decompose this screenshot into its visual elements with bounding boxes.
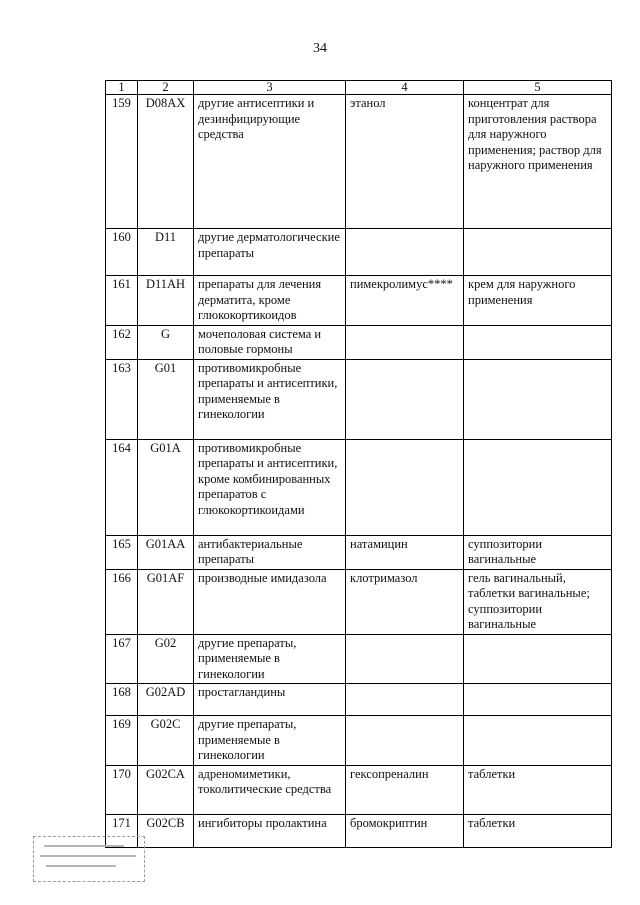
anatomic-group: другие препараты, применяемые в гинекологии [194, 716, 346, 766]
atc-code: D08AX [138, 95, 194, 229]
anatomic-group: ингибиторы пролактина [194, 814, 346, 847]
row-number: 168 [106, 684, 138, 716]
drug-name [346, 359, 464, 439]
column-header-2: 2 [138, 81, 194, 95]
atc-code: G01 [138, 359, 194, 439]
drug-name [346, 229, 464, 276]
row-number: 167 [106, 634, 138, 684]
dosage-form: крем для наружного применения [464, 276, 612, 326]
atc-code: D11 [138, 229, 194, 276]
table-row [106, 535, 612, 569]
anatomic-group: другие дерматологические препараты [194, 229, 346, 276]
dosage-form [464, 325, 612, 359]
table-row [106, 439, 612, 535]
table-row [106, 814, 612, 847]
row-number: 159 [106, 95, 138, 229]
row-number: 163 [106, 359, 138, 439]
atc-code: G02CA [138, 765, 194, 814]
table-header-row [106, 81, 612, 95]
table-row [106, 359, 612, 439]
dosage-form [464, 634, 612, 684]
dosage-form: таблетки [464, 814, 612, 847]
column-header-5: 5 [464, 81, 612, 95]
dosage-form [464, 684, 612, 716]
anatomic-group: мочеполовая система и половые гормоны [194, 325, 346, 359]
row-number: 165 [106, 535, 138, 569]
table-row [106, 95, 612, 229]
dosage-form: концентрат для приготовления раствора для наружного применения; раствор для наружного применения [464, 95, 612, 229]
column-header-3: 3 [194, 81, 346, 95]
drug-name: пимекролимус**** [346, 276, 464, 326]
drug-name: клотримазол [346, 569, 464, 634]
column-header-1: 1 [106, 81, 138, 95]
dosage-form [464, 229, 612, 276]
table-row [106, 276, 612, 326]
table-row [106, 569, 612, 634]
atc-code: D11AH [138, 276, 194, 326]
anatomic-group: простагландины [194, 684, 346, 716]
anatomic-group: адреномиметики, токолитические средства [194, 765, 346, 814]
row-number: 160 [106, 229, 138, 276]
atc-code: G01AA [138, 535, 194, 569]
drug-name [346, 684, 464, 716]
atc-code: G02C [138, 716, 194, 766]
atc-code: G01AF [138, 569, 194, 634]
atc-code: G02AD [138, 684, 194, 716]
drug-name [346, 325, 464, 359]
dosage-form [464, 439, 612, 535]
row-number: 161 [106, 276, 138, 326]
drug-name: гексопреналин [346, 765, 464, 814]
dosage-form: гель вагинальный, таблетки вагинальные; суппозитории вагинальные [464, 569, 612, 634]
drug-table [105, 80, 612, 848]
table-row [106, 229, 612, 276]
anatomic-group: антибактериальные препараты [194, 535, 346, 569]
row-number: 170 [106, 765, 138, 814]
page-number: 34 [313, 41, 327, 56]
table-row [106, 634, 612, 684]
anatomic-group: противомикробные препараты и антисептики, применяемые в гинекологии [194, 359, 346, 439]
row-number: 162 [106, 325, 138, 359]
dosage-form [464, 716, 612, 766]
row-number: 169 [106, 716, 138, 766]
table-row [106, 716, 612, 766]
anatomic-group: препараты для лечения дерматита, кроме глюкокортикоидов [194, 276, 346, 326]
table-row [106, 684, 612, 716]
dosage-form: таблетки [464, 765, 612, 814]
anatomic-group: противомикробные препараты и антисептики, кроме комбинированных препаратов с глюкокортикоидами [194, 439, 346, 535]
drug-name [346, 439, 464, 535]
drug-name: натамицин [346, 535, 464, 569]
column-header-4: 4 [346, 81, 464, 95]
anatomic-group: другие антисептики и дезинфицирующие средства [194, 95, 346, 229]
atc-code: G02CB [138, 814, 194, 847]
row-number: 166 [106, 569, 138, 634]
drug-name: этанол [346, 95, 464, 229]
atc-code: G [138, 325, 194, 359]
anatomic-group: другие препараты, применяемые в гинекологии [194, 634, 346, 684]
row-number: 164 [106, 439, 138, 535]
faded-stamp-mark [33, 836, 145, 882]
dosage-form [464, 359, 612, 439]
table-row [106, 325, 612, 359]
drug-name [346, 716, 464, 766]
dosage-form: суппозитории вагинальные [464, 535, 612, 569]
table-row [106, 765, 612, 814]
row-number: 171 [106, 814, 138, 847]
atc-code: G02 [138, 634, 194, 684]
atc-code: G01A [138, 439, 194, 535]
drug-name: бромокриптин [346, 814, 464, 847]
drug-name [346, 634, 464, 684]
anatomic-group: производные имидазола [194, 569, 346, 634]
